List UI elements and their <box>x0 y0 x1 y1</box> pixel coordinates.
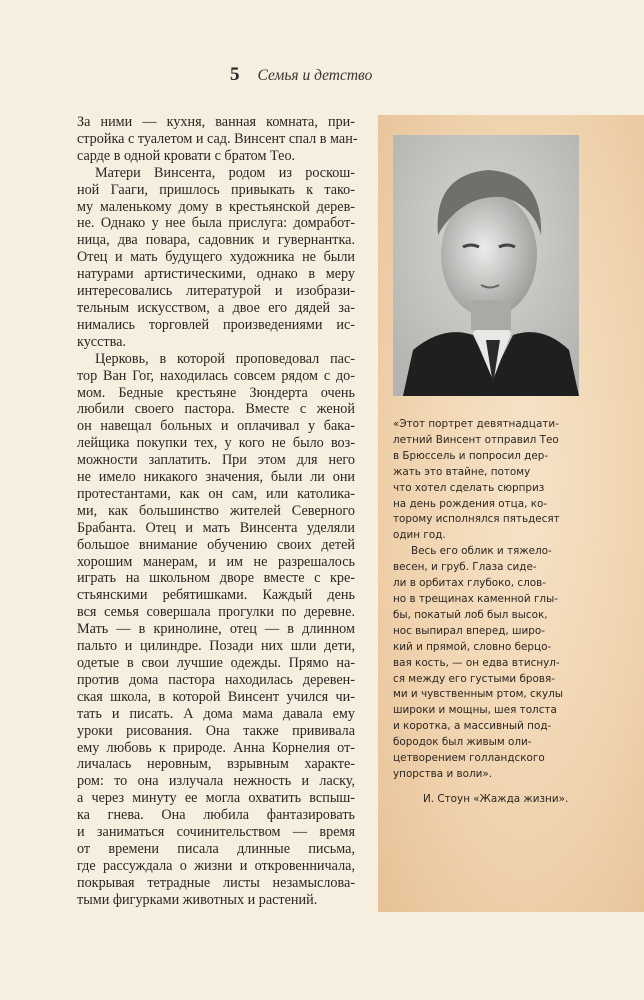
body-text-column <box>77 114 358 909</box>
text-line: против дома пастора находилась деревен- <box>77 671 355 688</box>
caption-line: вая кость, — он едва втиснул- <box>393 656 560 669</box>
text-line: Матери Винсента, родом из роскош- <box>95 164 355 181</box>
text-line: ром: то она излучала нежность и ласку, <box>77 773 355 790</box>
text-line: не. Однако у нее была прислуга: домработ- <box>77 215 355 232</box>
caption-line: Весь его облик и тяжело- <box>411 545 552 558</box>
text-line: мом. Бедные крестьяне Зюндерта очень <box>77 384 355 401</box>
text-line: и заниматься сочинительством — время <box>77 824 355 841</box>
caption-line: «Этот портрет девятнадцати- <box>393 418 559 430</box>
caption-line: и коротка, а массивный под- <box>393 720 552 733</box>
text-line: уроки рисования. Она также прививала <box>77 722 355 739</box>
caption-line: ми и чувственным ртом, скулы <box>393 688 564 701</box>
caption-line: в Брюссель и попросил дер- <box>393 449 549 462</box>
text-line: ной Гааги, пришлось привыкать к тако- <box>77 181 355 198</box>
caption-line: торому исполнялся пятьдесят <box>393 513 560 526</box>
text-line: натурами артистическими, однако в меру <box>77 266 355 283</box>
text-line: тельным искусством, а двое его дядей за- <box>77 299 355 316</box>
portrait-image <box>393 135 579 396</box>
text-line: любили своего пастора. Вместе с женой <box>77 401 355 418</box>
text-line: хорошим манерам, и им не разрешалось <box>77 553 355 570</box>
text-line: Брабанта. Отец и мать Винсента уделяли <box>77 519 355 536</box>
text-line: вся семья совершала прогулки по деревне. <box>77 604 355 621</box>
caption-line: кий и прямой, словно берцо- <box>393 640 552 653</box>
portrait-photo <box>393 135 579 396</box>
text-line: покрывая тетрадные листы незамыслова- <box>77 874 355 891</box>
text-line: большое внимание обучению своих детей <box>77 536 355 553</box>
caption-line: на день рождения отца, ко- <box>393 497 548 510</box>
chapter-title: Семья и детство <box>257 67 373 84</box>
text-line: не имело никакого значения, были ли они <box>77 469 355 486</box>
running-header <box>230 64 372 86</box>
text-line: одетые в свои лучшие одежды. Прямо на- <box>77 655 355 671</box>
text-line: Церковь, в которой проповедовал пас- <box>95 350 355 367</box>
text-line: ская школа, в которой Винсент учился чи- <box>77 688 355 705</box>
page-number: 5 <box>230 64 240 85</box>
text-line: играть на школьном дворе вместе с кре- <box>77 570 355 587</box>
text-line: Мать — в кринолине, отец — в длинном <box>77 621 355 638</box>
text-line: тор Ван Гог, находилась совсем рядом с до- <box>77 367 355 384</box>
text-line: от времени писала длинные письма, <box>77 840 355 857</box>
text-line: где рассуждала о жизни и откровенничала, <box>77 857 355 874</box>
caption-line: один год. <box>393 529 446 542</box>
caption-line: жать это втайне, потому <box>393 465 531 478</box>
text-line: тать и писать. А дома мама давала ему <box>77 705 355 722</box>
caption-line: что хотел сделать сюрприз <box>393 481 545 494</box>
caption-line: нос выпирал вперед, широ- <box>393 624 545 637</box>
text-line: нимались торговлей произведениями ис- <box>77 316 355 333</box>
sidebar-panel <box>378 115 644 912</box>
text-line: а через минуту ее могла охватить вспыш- <box>77 790 355 807</box>
caption-line: ли в орбитах глубоко, слов- <box>393 577 546 590</box>
caption-line: летний Винсент отправил Тео <box>393 433 559 446</box>
text-line: кусства. <box>77 333 126 350</box>
caption-line: бы, покатый лоб был высок, <box>393 608 548 621</box>
text-line: За ними — кухня, ванная комната, при- <box>77 114 355 130</box>
text-line: тыми фигурками животных и растений. <box>77 891 318 908</box>
text-line: ему любовь к природе. Анна Корнелия от- <box>77 739 355 756</box>
quote-attribution: И. Стоун «Жажда жизни». <box>423 793 569 805</box>
text-line: ми, как большинство жителей Северного <box>77 502 355 519</box>
text-line: можности заплатить. При этом для него <box>77 452 355 469</box>
text-line: протестантами, как он сам, или католика- <box>77 485 355 502</box>
text-line: пальто и цилиндре. Позади них шли дети, <box>77 638 355 655</box>
text-line: му маленькому дому в крестьянской дерев- <box>77 198 355 215</box>
text-line: стьянскими ребятишками. Каждый день <box>77 587 355 604</box>
caption-line: упорства и воли». <box>393 767 493 780</box>
caption-line: но в трещинах каменной глы- <box>393 592 559 605</box>
text-line: он навещал больных и оплачивал у бака- <box>77 418 355 435</box>
text-line: лейщика покупки тех, у кого не было воз- <box>77 435 355 452</box>
text-line: интересовались литературой и изобрази- <box>77 283 355 300</box>
text-line: сарде в одной кровати с братом Тео. <box>77 147 296 164</box>
caption-line: весен, и груб. Глаза сиде- <box>393 561 537 574</box>
caption-line: цетворением голландского <box>393 752 545 765</box>
text-line: личалась неровным, взрывным характе- <box>77 756 355 773</box>
caption-line: бородок был живым оли- <box>393 736 532 749</box>
text-line: ница, два повара, садовник и гувернантка. <box>77 232 355 249</box>
text-line: Отец и мать будущего художника не были <box>77 249 355 266</box>
portrait-caption <box>393 417 633 783</box>
caption-line: ся между его густыми бровя- <box>393 672 555 685</box>
text-line: ка гнева. Она любила фантазировать <box>77 807 355 824</box>
caption-line: широки и мощны, шея толста <box>393 704 557 717</box>
text-line: стройка с туалетом и сад. Винсент спал в ман- <box>77 130 358 147</box>
